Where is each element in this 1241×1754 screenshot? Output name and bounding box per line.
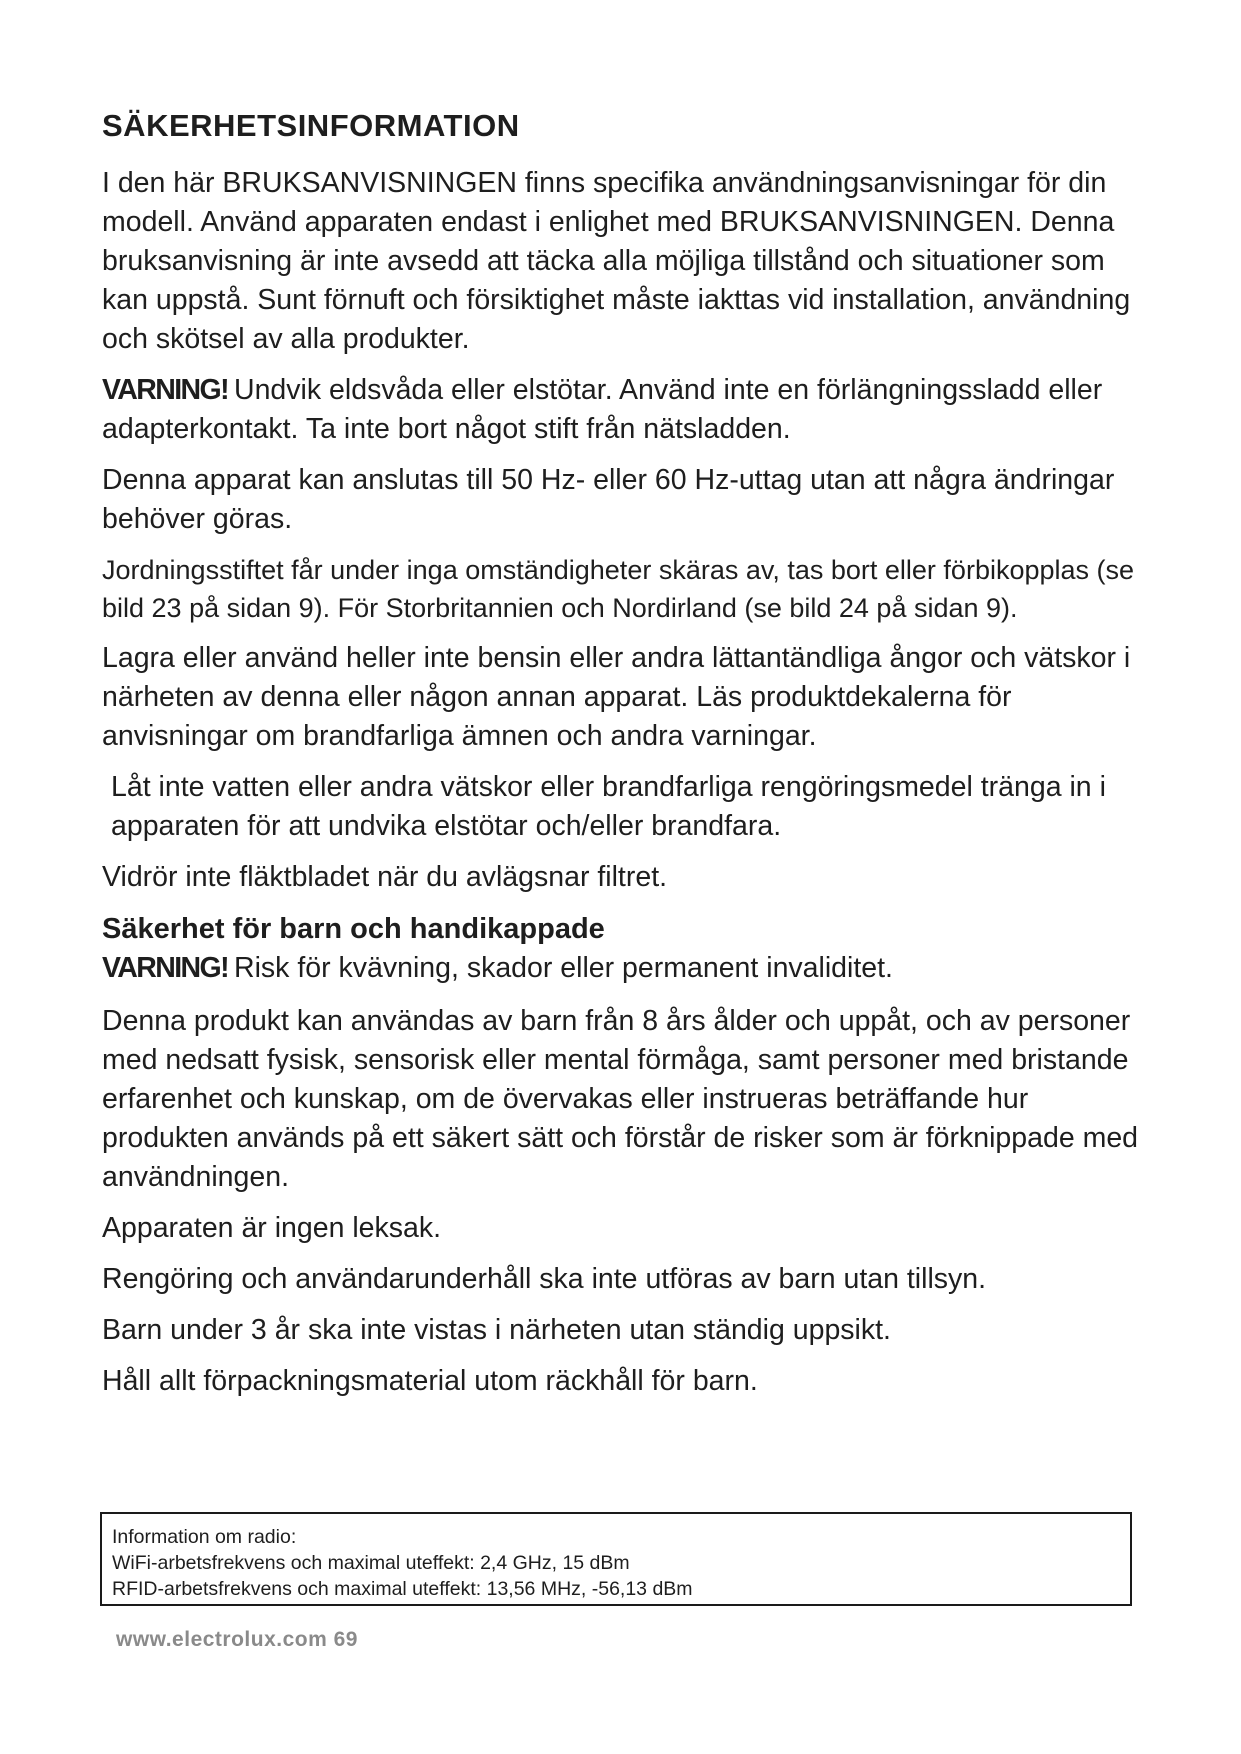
intro-paragraph: I den här BRUKSANVISNINGEN finns specifika användningsanvisningar för din modell. Använd apparaten endast i enlighet med BRUKSANVISNINGEN. Denna bruksanvisning är inte avsedd att täcka alla möjliga tillstånd och situationer som kan uppstå. Sunt förnuft och försiktighet måste iakttas vid installation, användning och skötsel av alla produkter. [102,167,1131,355]
packaging-paragraph: Håll allt förpackningsmaterial utom räckhåll för barn. [102,1365,758,1397]
radio-info-rfid: RFID-arbetsfrekvens och maximal uteffekt: 13,56 MHz, -56,13 dBm [112,1578,693,1600]
frequency-paragraph: Denna apparat kan anslutas till 50 Hz- eller 60 Hz-uttag utan att några ändringar behöver göras. [102,464,1115,535]
flammable-paragraph: Lagra eller använd heller inte bensin eller andra lättantändliga ångor och vätskor i närheten av denna eller någon annan apparat. Läs produktdekalerna för anvisningar om brandfarliga ämnen och andra varningar. [102,642,1131,752]
warning-text: Undvik eldsvåda eller elstötar. Använd inte en förlängningssladd eller adapterkontakt. Ta inte bort något stift från nätsladden. [102,374,1103,445]
under3-paragraph: Barn under 3 år ska inte vistas i närheten utan ständig uppsikt. [102,1314,891,1346]
fan-paragraph: Vidrör inte fläktbladet när du avlägsnar filtret. [102,861,668,893]
page-title: SÄKERHETSINFORMATION [102,108,520,143]
warning-label: VARNING! [102,374,228,406]
radio-info-wifi: WiFi-arbetsfrekvens och maximal uteffekt: 2,4 GHz, 15 dBm [112,1552,630,1574]
children-warning-text: Risk för kvävning, skador eller permanent invaliditet. [234,952,893,984]
children-usage-paragraph: Denna produkt kan användas av barn från 8 års ålder och uppåt, och av personer med nedsatt fysisk, sensorisk eller mental förmåga, samt personer med bristande erfarenhet och kunskap, om de övervakas eller instrueras beträffande hur produkten används på ett säkert sätt och förstår de risker som är förknippade med användningen. [102,1005,1139,1193]
toy-paragraph: Apparaten är ingen leksak. [102,1212,442,1244]
grounding-paragraph: Jordningsstiftet får under inga omständigheter skäras av, tas bort eller förbikopplas (se bild 23 på sidan 9). För Storbritannien och Nordirland (se bild 24 på sidan 9). [102,555,1135,623]
liquids-paragraph: Låt inte vatten eller andra vätskor eller brandfarliga rengöringsmedel tränga in i apparaten för att undvika elstötar och/eller brandfara. [111,771,1106,842]
page-content [102,104,1142,1413]
children-warning-label: VARNING! [102,952,228,984]
page-footer: www.electrolux.com 69 [116,1628,358,1651]
radio-info-heading: Information om radio: [112,1526,297,1548]
cleaning-paragraph: Rengöring och användarunderhåll ska inte utföras av barn utan tillsyn. [102,1263,987,1295]
children-section-heading: Säkerhet för barn och handikappade [102,913,605,945]
warning-paragraph [102,371,1142,449]
radio-info-box [100,1512,1132,1606]
children-warning-paragraph [102,949,1142,988]
